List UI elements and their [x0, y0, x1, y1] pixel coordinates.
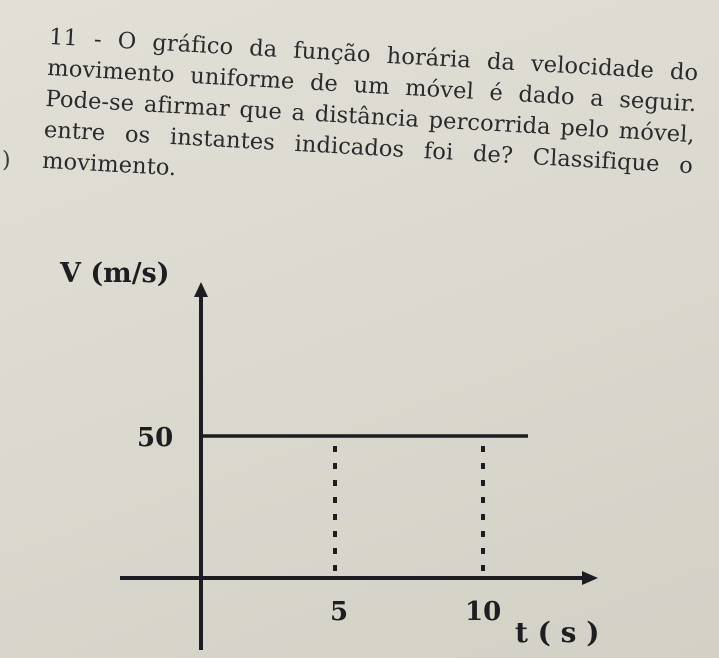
x-axis-arrowhead — [582, 571, 598, 585]
y-axis-arrowhead — [194, 282, 208, 297]
chart-layer — [59, 258, 599, 650]
y-axis-label: V (m/s) — [60, 258, 170, 289]
question-body: O gráfico da função horária da velocidade do movimento uniforme de um móvel é dado a seguir. Pode-se afirmar que a distância percorrida pelo móvel, entre os instantes indicados foi de? Classifique o movimento. — [41, 27, 699, 182]
question-number: 11 - — [48, 23, 103, 53]
x-tick-label-5: 5 — [330, 597, 349, 627]
y-tick-label-50: 50 — [137, 423, 174, 453]
x-axis-label: t ( s ) — [515, 616, 600, 649]
x-tick-label-10: 10 — [465, 597, 502, 627]
margin-mark: ) — [2, 148, 11, 173]
